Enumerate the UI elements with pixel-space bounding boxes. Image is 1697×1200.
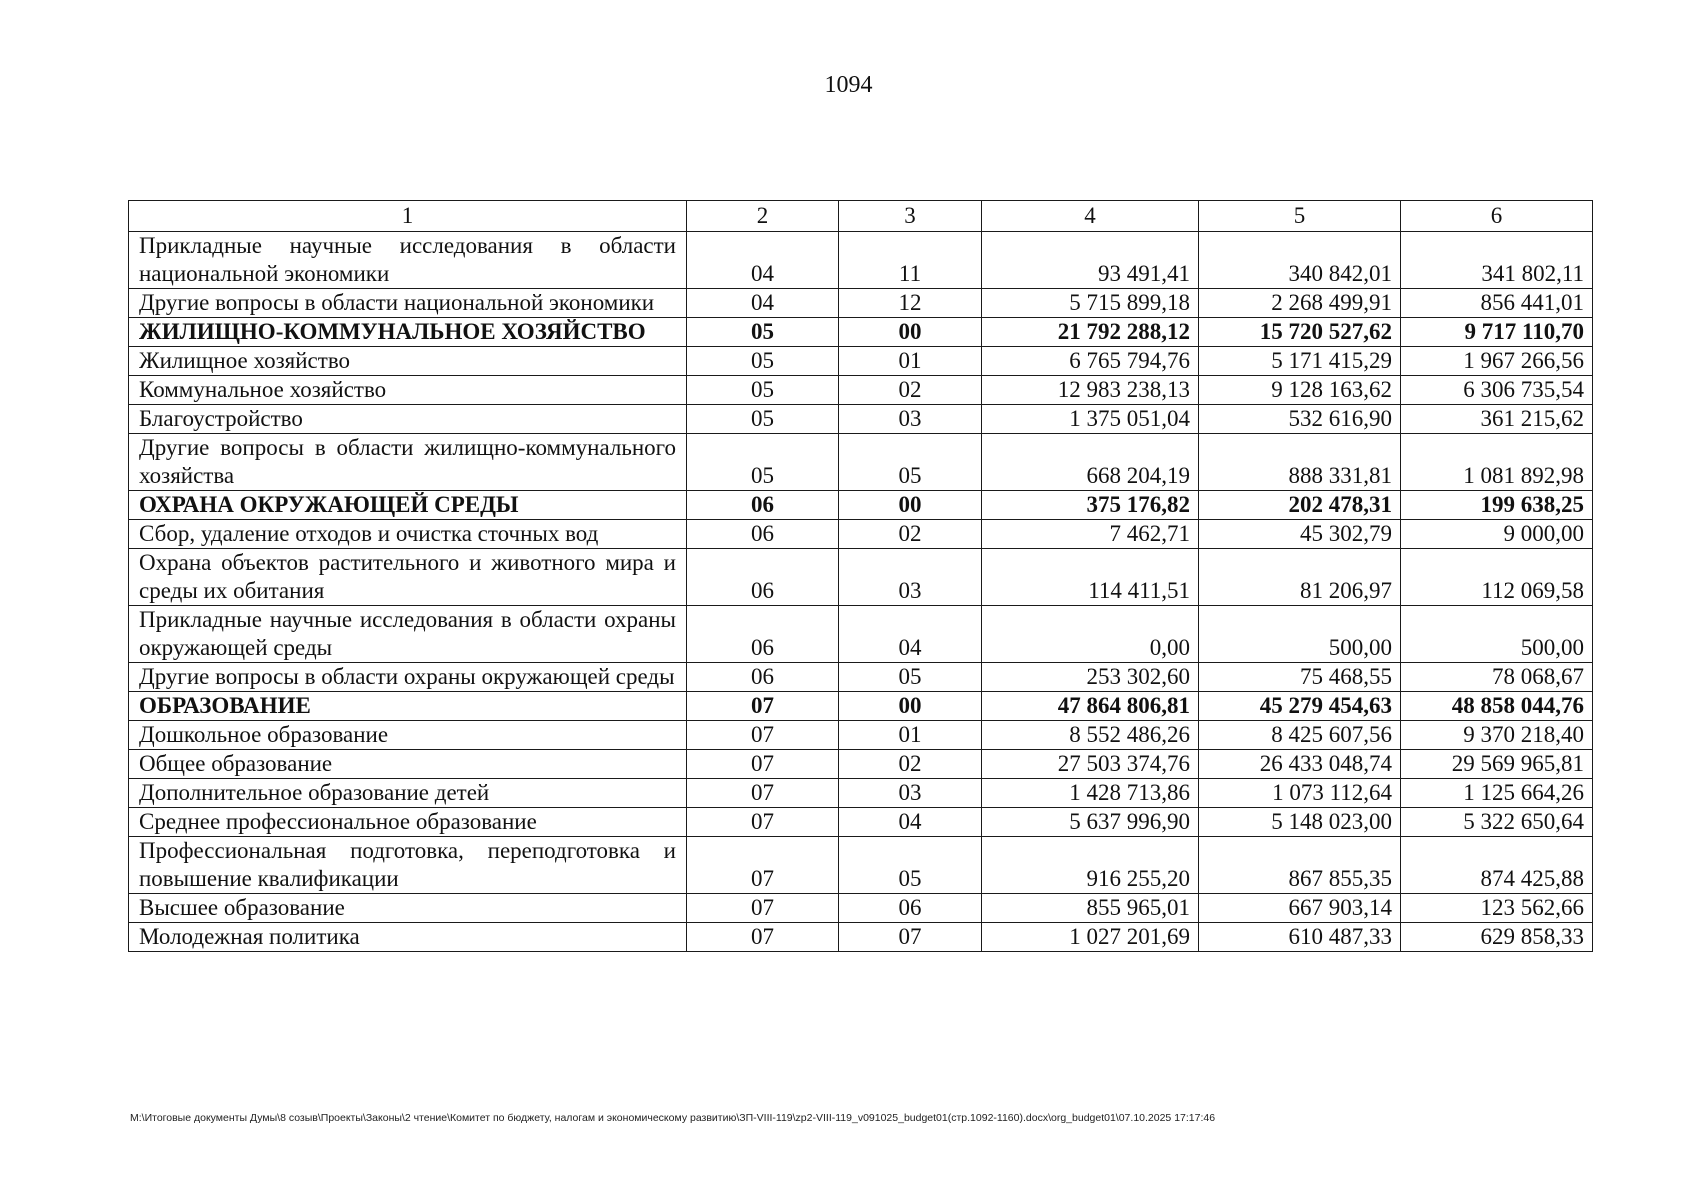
subsection-code-cell: 00 [839,692,982,721]
section-total-row [129,692,1593,721]
amount-cell: 1 027 201,69 [982,923,1199,952]
amount-cell: 21 792 288,12 [982,318,1199,347]
row-name-cell: Общее образование [129,750,687,779]
amount-cell: 114 411,51 [982,549,1199,606]
budget-table [128,200,1593,952]
amount-cell: 45 279 454,63 [1199,692,1401,721]
section-code-cell: 07 [687,692,839,721]
table-row [129,289,1593,318]
amount-cell: 1 967 266,56 [1401,347,1593,376]
subsection-code-cell: 03 [839,405,982,434]
section-code-cell: 07 [687,779,839,808]
table-row [129,434,1593,491]
row-name-cell: Жилищное хозяйство [129,347,687,376]
section-code-cell: 07 [687,923,839,952]
section-code-cell: 04 [687,289,839,318]
subsection-code-cell: 05 [839,837,982,894]
section-code-cell: 06 [687,520,839,549]
subsection-code-cell: 06 [839,894,982,923]
amount-cell: 47 864 806,81 [982,692,1199,721]
amount-cell: 916 255,20 [982,837,1199,894]
amount-cell: 667 903,14 [1199,894,1401,923]
amount-cell: 123 562,66 [1401,894,1593,923]
amount-cell: 340 842,01 [1199,232,1401,289]
section-code-cell: 06 [687,549,839,606]
amount-cell: 5 322 650,64 [1401,808,1593,837]
row-name-cell: Молодежная политика [129,923,687,952]
table-row [129,837,1593,894]
amount-cell: 6 765 794,76 [982,347,1199,376]
amount-cell: 532 616,90 [1199,405,1401,434]
amount-cell: 1 375 051,04 [982,405,1199,434]
table-row [129,405,1593,434]
subsection-code-cell: 05 [839,434,982,491]
section-code-cell: 07 [687,894,839,923]
table-row [129,606,1593,663]
amount-cell: 5 171 415,29 [1199,347,1401,376]
row-name-cell: Среднее профессиональное образование [129,808,687,837]
subsection-code-cell: 07 [839,923,982,952]
section-code-cell: 06 [687,663,839,692]
page-number: 1094 [824,72,873,98]
amount-cell: 5 148 023,00 [1199,808,1401,837]
row-name-cell: Коммунальное хозяйство [129,376,687,405]
column-header: 1 [129,201,687,232]
section-code-cell: 07 [687,721,839,750]
subsection-code-cell: 04 [839,606,982,663]
amount-cell: 75 468,55 [1199,663,1401,692]
table-row [129,376,1593,405]
table-header-row [129,201,1593,232]
section-code-cell: 05 [687,405,839,434]
subsection-code-cell: 11 [839,232,982,289]
amount-cell: 629 858,33 [1401,923,1593,952]
amount-cell: 9 000,00 [1401,520,1593,549]
subsection-code-cell: 01 [839,721,982,750]
amount-cell: 867 855,35 [1199,837,1401,894]
row-name-cell: Другие вопросы в области охраны окружающей среды [129,663,687,692]
subsection-code-cell: 01 [839,347,982,376]
subsection-code-cell: 02 [839,750,982,779]
section-code-cell: 05 [687,376,839,405]
section-total-row [129,491,1593,520]
amount-cell: 9 370 218,40 [1401,721,1593,750]
column-header: 3 [839,201,982,232]
row-name-cell: ОБРАЗОВАНИЕ [129,692,687,721]
section-total-row [129,318,1593,347]
amount-cell: 1 073 112,64 [1199,779,1401,808]
amount-cell: 856 441,01 [1401,289,1593,318]
row-name-cell: Другие вопросы в области жилищно-коммунального хозяйства [129,434,687,491]
amount-cell: 1 081 892,98 [1401,434,1593,491]
section-code-cell: 07 [687,837,839,894]
row-name-cell: Прикладные научные исследования в области национальной экономики [129,232,687,289]
table-row [129,520,1593,549]
amount-cell: 8 552 486,26 [982,721,1199,750]
amount-cell: 5 715 899,18 [982,289,1199,318]
amount-cell: 2 268 499,91 [1199,289,1401,318]
amount-cell: 361 215,62 [1401,405,1593,434]
table-row [129,779,1593,808]
row-name-cell: Сбор, удаление отходов и очистка сточных вод [129,520,687,549]
amount-cell: 15 720 527,62 [1199,318,1401,347]
section-code-cell: 06 [687,491,839,520]
row-name-cell: Профессиональная подготовка, переподготовка и повышение квалификации [129,837,687,894]
amount-cell: 112 069,58 [1401,549,1593,606]
document-file-path: M:\Итоговые документы Думы\8 созыв\Проекты\Законы\2 чтение\Комитет по бюджету, налогам и экономическому развитию\ЗП-VIII-119\zp2-VIII-119_v091025_budget01(стр.1092-1160).docx\org_budget01\07.10.2025 17:17:46 [130,1112,1216,1124]
subsection-code-cell: 02 [839,376,982,405]
table-body [129,232,1593,952]
subsection-code-cell: 05 [839,663,982,692]
amount-cell: 874 425,88 [1401,837,1593,894]
amount-cell: 93 491,41 [982,232,1199,289]
amount-cell: 48 858 044,76 [1401,692,1593,721]
amount-cell: 341 802,11 [1401,232,1593,289]
section-code-cell: 07 [687,808,839,837]
row-name-cell: Дошкольное образование [129,721,687,750]
section-code-cell: 06 [687,606,839,663]
row-name-cell: Охрана объектов растительного и животного мира и среды их обитания [129,549,687,606]
amount-cell: 8 425 607,56 [1199,721,1401,750]
row-name-cell: Высшее образование [129,894,687,923]
amount-cell: 1 125 664,26 [1401,779,1593,808]
subsection-code-cell: 12 [839,289,982,318]
amount-cell: 7 462,71 [982,520,1199,549]
section-code-cell: 05 [687,434,839,491]
row-name-cell: Благоустройство [129,405,687,434]
amount-cell: 6 306 735,54 [1401,376,1593,405]
subsection-code-cell: 02 [839,520,982,549]
table-row [129,923,1593,952]
section-code-cell: 05 [687,318,839,347]
table-row [129,721,1593,750]
amount-cell: 855 965,01 [982,894,1199,923]
amount-cell: 29 569 965,81 [1401,750,1593,779]
amount-cell: 12 983 238,13 [982,376,1199,405]
section-code-cell: 05 [687,347,839,376]
amount-cell: 610 487,33 [1199,923,1401,952]
table-row [129,232,1593,289]
amount-cell: 9 717 110,70 [1401,318,1593,347]
column-header: 6 [1401,201,1593,232]
table-row [129,549,1593,606]
subsection-code-cell: 00 [839,318,982,347]
amount-cell: 202 478,31 [1199,491,1401,520]
amount-cell: 888 331,81 [1199,434,1401,491]
amount-cell: 199 638,25 [1401,491,1593,520]
subsection-code-cell: 03 [839,779,982,808]
subsection-code-cell: 00 [839,491,982,520]
row-name-cell: Прикладные научные исследования в области охраны окружающей среды [129,606,687,663]
amount-cell: 253 302,60 [982,663,1199,692]
amount-cell: 26 433 048,74 [1199,750,1401,779]
amount-cell: 45 302,79 [1199,520,1401,549]
amount-cell: 375 176,82 [982,491,1199,520]
column-header: 4 [982,201,1199,232]
row-name-cell: ОХРАНА ОКРУЖАЮЩЕЙ СРЕДЫ [129,491,687,520]
amount-cell: 668 204,19 [982,434,1199,491]
section-code-cell: 07 [687,750,839,779]
column-header: 2 [687,201,839,232]
amount-cell: 500,00 [1199,606,1401,663]
table-row [129,750,1593,779]
row-name-cell: Дополнительное образование детей [129,779,687,808]
table-row [129,894,1593,923]
amount-cell: 500,00 [1401,606,1593,663]
subsection-code-cell: 03 [839,549,982,606]
table-row [129,663,1593,692]
amount-cell: 78 068,67 [1401,663,1593,692]
amount-cell: 81 206,97 [1199,549,1401,606]
table-row [129,347,1593,376]
amount-cell: 0,00 [982,606,1199,663]
row-name-cell: Другие вопросы в области национальной экономики [129,289,687,318]
table-row [129,808,1593,837]
amount-cell: 27 503 374,76 [982,750,1199,779]
amount-cell: 1 428 713,86 [982,779,1199,808]
amount-cell: 5 637 996,90 [982,808,1199,837]
subsection-code-cell: 04 [839,808,982,837]
section-code-cell: 04 [687,232,839,289]
amount-cell: 9 128 163,62 [1199,376,1401,405]
column-header: 5 [1199,201,1401,232]
row-name-cell: ЖИЛИЩНО-КОММУНАЛЬНОЕ ХОЗЯЙСТВО [129,318,687,347]
